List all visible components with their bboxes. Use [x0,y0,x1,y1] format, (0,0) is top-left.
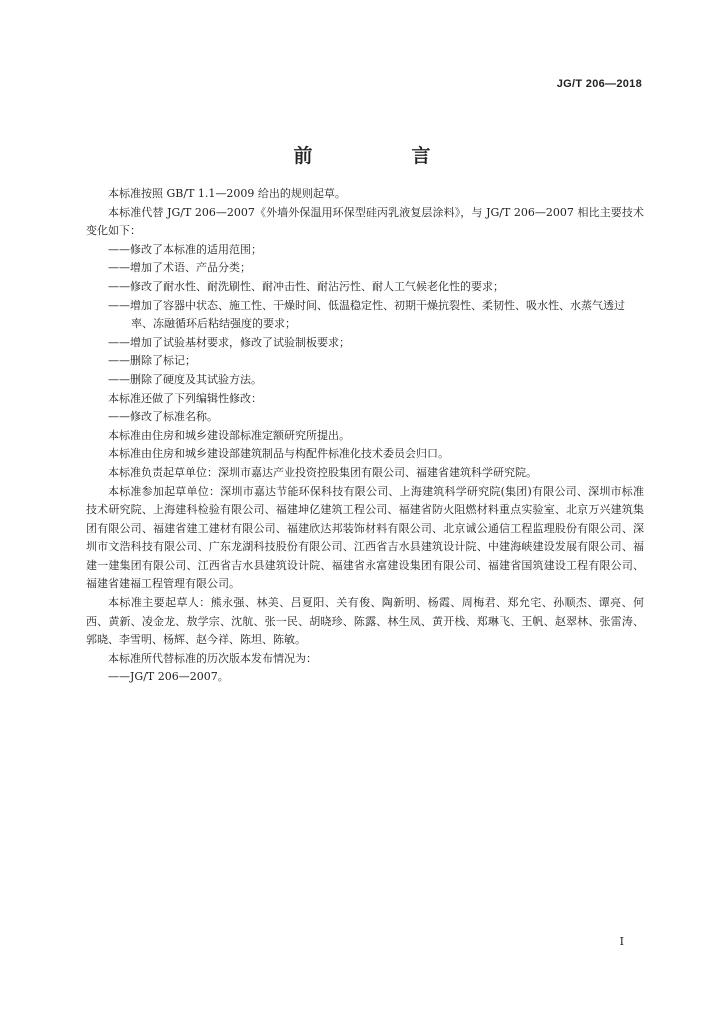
change-item: ——增加了容器中状态、施工性、干燥时间、低温稳定性、初期干燥抗裂性、柔韧性、吸水性、水蒸气透过率、冻融循环后粘结强度的要求； [108,298,625,331]
paragraph-history: 本标准所代替标准的历次版本发布情况为： [108,651,317,665]
paragraph-responsible-drafters: 本标准负责起草单位：深圳市嘉达产业投资控股集团有限公司、福建省建筑科学研究院。 [108,465,537,479]
paragraph-drafting-rules: 本标准按照 GB/T 1.1—2009 给出的规则起草。 [108,187,346,200]
change-item: ——增加了术语、产品分类； [108,261,251,275]
paragraph-under-jurisdiction: 本标准由住房和城乡建设部建筑制品与构配件标准化技术委员会归口。 [108,447,449,461]
paragraph-participating-drafters: 本标准参加起草单位：深圳市嘉达节能环保科技有限公司、上海建筑科学研究院(集团)有限公司、深圳市标准技术研究院、上海建科检验有限公司、福建坤亿建筑工程公司、福建省防火阻燃材料重点实验室、北京万兴建筑集团有限公司、福建省建工建材有限公司、福建欣达邦装饰材料有限公司、北京诚公通信工程监理股份有限公司、深圳市文浩科技有限公司、广东龙湖科技股份有限公司、江西省吉水县建筑设计院、中建海峡建设发展有限公司、福建一建集团有限公司、江西省吉水县建筑设计院、福建省永富建设集团有限公司、福建省国筑建设工程有限公司、福建省建福工程管理有限公司。 [86,484,644,591]
change-item: ——增加了试验基材要求，修改了试验制板要求； [108,335,350,349]
editorial-item: ——修改了标准名称。 [108,410,218,424]
paragraph-proposed-by: 本标准由住房和城乡建设部标准定额研究所提出。 [108,428,350,442]
paragraph-main-drafters: 本标准主要起草人：熊永强、林美、吕夏阳、关有俊、陶新明、杨霞、周梅君、郑允宅、孙顺杰、谭亮、何西、黄新、凌金龙、敖学宗、沈航、张一民、胡晓珍、陈露、林生凤、黄开栈、郑琳飞、王帆、赵翠林、张雷涛、郭晓、李雪明、杨辉、赵今祥、陈坦、陈敏。 [86,596,644,647]
change-item: ——修改了本标准的适用范围； [108,242,262,256]
change-item: ——删除了标记； [108,354,196,368]
page-number: I [619,935,624,948]
change-item: ——删除了硬度及其试验方法。 [108,372,262,386]
change-item: ——修改了耐水性、耐洗刷性、耐冲击性、耐沾污性、耐人工气候老化性的要求； [108,279,504,293]
foreword-body [86,185,644,687]
standard-code: JG/T 206—2018 [556,78,642,90]
paragraph-editorial: 本标准还做了下列编辑性修改： [108,391,262,405]
history-item: ——JG/T 206—2007。 [108,670,229,684]
page-title: 前 言 [293,145,471,167]
paragraph-replaces: 本标准代替 JG/T 206—2007《外墙外保温用环保型硅丙乳液复层涂料》，与 JG/T 206—2007 相比主要技术变化如下： [86,205,644,238]
